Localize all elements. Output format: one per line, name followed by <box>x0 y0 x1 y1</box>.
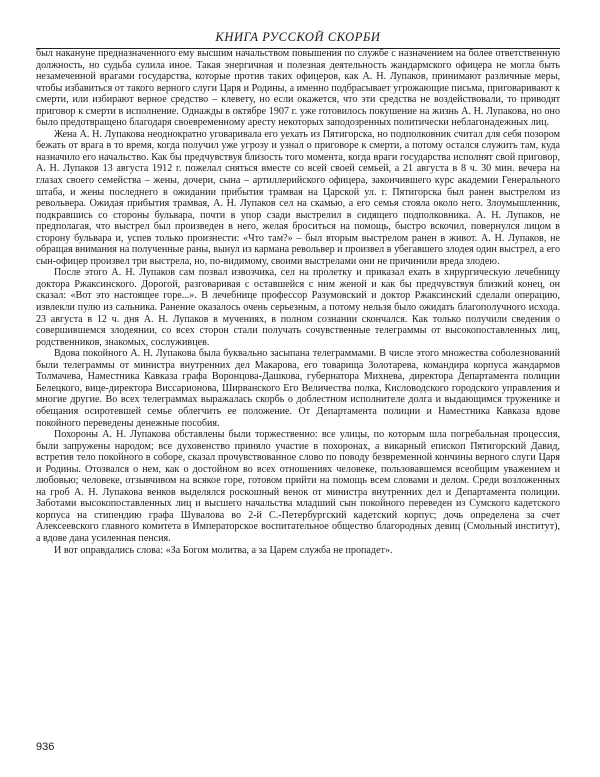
paragraph: Вдова покойного А. Н. Лупакова была буквально засыпана телеграммами. В числе этого множества соболезнований были телеграммы от министра внутренних дел Макарова, его товарища Золотарева, командира корпуса жандармов Толмачева, Наместника Кавказа графа Воронцова-Дашкова, губернатора Михнева, директора Департамента полиции Белецкого, вице-директора Виссарионова, Ширванского Его Величества полка, Кисловодского городского управления и многие другие. Во всех телеграммах выражалась скорбь о доблестном исполнителе долга и выдающимся труженике и обещания осиротевшей семье облегчить ее положение. От Департамента полиции и Наместника Кавказа вдове покойного переведены денежные пособия. <box>36 348 560 429</box>
paragraph: После этого А. Н. Лупаков сам позвал извозчика, сел на пролетку и приказал ехать в хирургическую лечебницу доктора Ржаксинского. Дорогой, разговаривая с оставшейся с ним женой и как бы предчувствуя близкий конец, он сказал: «Вот это настоящее горе...». В лечебнице профессор Разумовский и доктор Ржаксинский сделали операцию, извлекли пулю из сальника. Ранение оказалось очень серьезным, а потому нельзя было ожидать благополучного исхода. 23 августа в 12 ч. дня А. Н. Лупаков в мучениях, в полном сознании скончался. Как только получили сведения о совершившемся злодеянии, со всех сторон стали получать сочувственные телеграммы от высокопоставленных лиц, родственников, знакомых, сослуживцев. <box>36 267 560 348</box>
paragraph: Жена А. Н. Лупакова неоднократно уговаривала его уехать из Пятигорска, но подполковник считал для себя позором бежать от врага в то время, когда получил уже угрозу и узнал о приговоре к смерти, а потому остался служить там, куда назначило его начальство. Как бы предчувствуя близость того момента, когда враги государства исполнят свой приговор, А. Н. Лупаков 13 августа 1912 г. пожелал сняться вместе со всей своей семьей, а 21 августа в 8 ч. 30 мин. вечера на глазах своего семейства – жены, дочери, сына – артиллерийского офицера, закончившего курс академии Генерального штаба, и жены последнего в ожидании прибытия трамвая на Царской ул. г. Пятигорска был ранен выстрелом из револьвера. Ожидая прибытия трамвая, А. Н. Лупаков сел на скамью, а его семья стояла около него. Злоумышленник, подкравшись со стороны бульвара, почти в упор сзади выстрелил в сидящего подполковника. А. Н. Лупаков, не предполагая, что выстрел был произведен в него, желая броситься на помощь, быстро вскочил, повернулся лицом в сторону бульвара и, успев только произнести: «Что там?» – был вторым выстрелом ранен в живот. А. Н. Лупаков, не обращая внимания на полученные раны, вынул из кармана револьвер и произвел в убегавшего злодея один выстрел, а его сын-офицер произвел три выстрела, но, по-видимому, своими выстрелами они не причинили вреда злодею. <box>36 128 560 267</box>
paragraph: Похороны А. Н. Лупакова обставлены были торжественно: все улицы, по которым шла погребальная процессия, были запружены народом; все духовенство приняло участие в похоронах, а викарный епископ Пятигорский Давид, встретив тело покойного в соборе, сказал прочувствованное слово по поводу безвременной кончины верного слуги Царя и Родины. Отозвался о нем, как о достойном во всех отношениях человеке, пользовавшемся всеобщим уважением и любовью; человеке, отзывчивом на всякое горе, готовом прийти на помощь всем словами и делом. Среди возложенных на гроб А. Н. Лупакова венков выделялся роскошный венок от министра внутренних дел и Департамента полиции. Заботами высокопоставленных лиц и высшего начальства младший сын покойного переведен из Сумского кадетского корпуса на стипендию графа Шувалова во 2-й С.-Петербургский кадетский корпус; дочь определена за счет Алексеевского главного комитета в Императорское воспитательное общество благородных девиц (Смольный институт), а вдове дана усиленная пенсия. <box>36 429 560 544</box>
running-header <box>36 28 560 49</box>
paragraph: И вот оправдались слова: «За Богом молитва, а за Царем служба не пропадет». <box>54 544 393 556</box>
page-number: 936 <box>36 741 55 753</box>
paragraph: был накануне предназначенного ему высшим начальством повышения по службе с назначением на более ответственную должность, но судьба сулила иное. Такая энергичная и полезная деятельность жандармского офицера не могла быть незамеченной врагами государства, которые против таких офицеров, как А. Н. Лупаков, принимают различные меры, чтобы избавиться от такого верного слуги Царя и Родины, а именно подбрасывает угрожающие письма, приговаривают к смерти, или избирают верное средство – клевету, но если окажется, что эти средства не воздействовали, то приводят приговор к смерти в исполнение. Однажды в октябре 1907 г. уже готовилось покушение на жизнь А. Н. Лупакова, но оно было предотвращено благодаря своевременному аресту некоторых заподозренных политически неблагонадежных лиц. <box>36 48 560 129</box>
body-text <box>36 48 560 556</box>
book-title: КНИГА РУССКОЙ СКОРБИ <box>215 30 381 44</box>
